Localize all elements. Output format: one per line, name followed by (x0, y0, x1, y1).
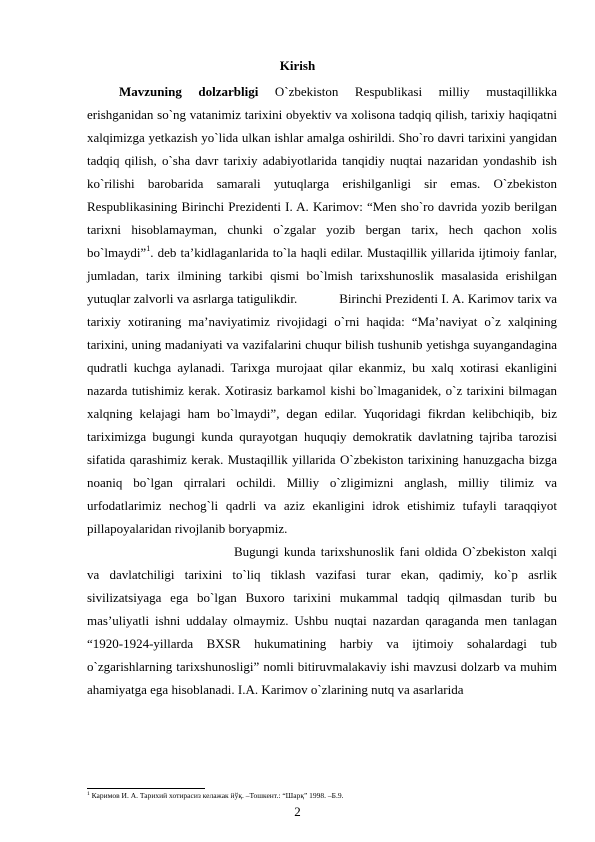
paragraph-text: O`zbekiston Respublikasi milliy mustaqillikka erishganidan so`ng vatanimiz tarixini obyektiv va xolisona tadqiq qilish, tarixiy haqiqatni xalqimizga yetkazish yo`lida ulkan ishlar amalga oshirildi. Sho`ro davri tarixini yangidan tadqiq qilish, o`sha davr tarixiy adabiyotlarida tanqidiy nuqtai nazaridan yondashib ish ko`rilishi barobarida samarali yutuqlarga erishilganligi sir emas. O`zbekiston Respublikasining Birinchi Prezidenti I. A. Karimov: “Men sho`ro davrida yozib berilgan tarixni hisoblamayman, chunki o`zgalar yozib bergan tarix, hech qachon xolis bo`lmaydi” (87, 84, 557, 260)
footnote-text: Каримов И. А. Тарихий хотирасиз келажак йўқ. –Тошкент.: “Шарқ” 1998. –Б.9. (89, 791, 344, 800)
section-heading: Kirish (279, 58, 316, 73)
relevance-lead: Mavzuning dolzarbligi (119, 84, 259, 99)
footnote (87, 791, 557, 801)
paragraph-relevance (87, 80, 557, 540)
footnote-separator (87, 788, 205, 789)
footnote-reference: 1 (146, 244, 151, 253)
body-text (87, 80, 557, 701)
paragraph-text: Birinchi Prezidenti I. A. Karimov tarix va tarixiy xotiraning ma’naviyatimiz rivojidagi o`rni haqida: “Ma’naviyat o`z xalqining tarixini, uning madaniyati va vazifalarini chuqur bilish tushunib yetishga suyangandagina qudratli kuchga aylanadi. Tarixga murojaat qilar ekanmiz, bu xalq xotirasi ekanligini nazarda tutishimiz kerak. Xotirasiz barkamol kishi bo`lmaganidek, o`z tarixini bilmagan xalqning kelajagi ham bo`lmaydi”, degan edilar. Yuqoridagi fikrdan kelibchiqib, biz tariximizga bugungi kunda qurayotgan huquqiy demokratik davlatning tajriba tarozisi sifatida qarashimiz kerak. Mustaqillik yillarida O`zbekiston tarixining hanuzgacha bizga noaniq bo`lgan qirralari ochildi. Milliy o`zligimizni anglash, milliy tilimiz va urfodatlarimiz nechog`li qadrli va aziz ekanligini idrok etishimiz tufayli taraqqiyot pillapoyalaridan rivojlanib boryapmiz. (87, 291, 557, 536)
footnote-mark: 1 (87, 791, 90, 797)
paragraph-topic: Bugungi kunda tarixshunoslik fani oldida O`zbekiston xalqi va davlatchiligi tarixini to`liq tiklash vazifasi turar ekan, qadimiy, ko`p asrlik sivilizatsiyaga ega bo`lgan Buxoro tarixini mukammal tadqiq qilmasdan turib bu mas’uliyatli ishni uddalay olmaymiz. Ushbu nuqtai nazardan qaraganda men tanlagan “1920-1924-yillarda BXSR hukumatining harbiy va ijtimoiy sohalardagi tub o`zgarishlarning tarixshunosligi” nomli bitiruvmalakaviy ishi mavzusi dolzarb va muhim ahamiyatga ega hisoblanadi. I.A. Karimov o`zlarining nutq va asarlarida (87, 544, 557, 697)
paragraph-text: . deb ta’kidlaganlarida to`la haqli edilar. Mustaqillik yillarida ijtimoiy fanlar, jumladan, tarix ilmining tarkibi qismi bo`lmish tarixshunoslik masalasida erishilgan yutuqlar zalvorli va asrlarga tatigulikdir. (87, 245, 557, 306)
page-number: 2 (294, 804, 301, 819)
